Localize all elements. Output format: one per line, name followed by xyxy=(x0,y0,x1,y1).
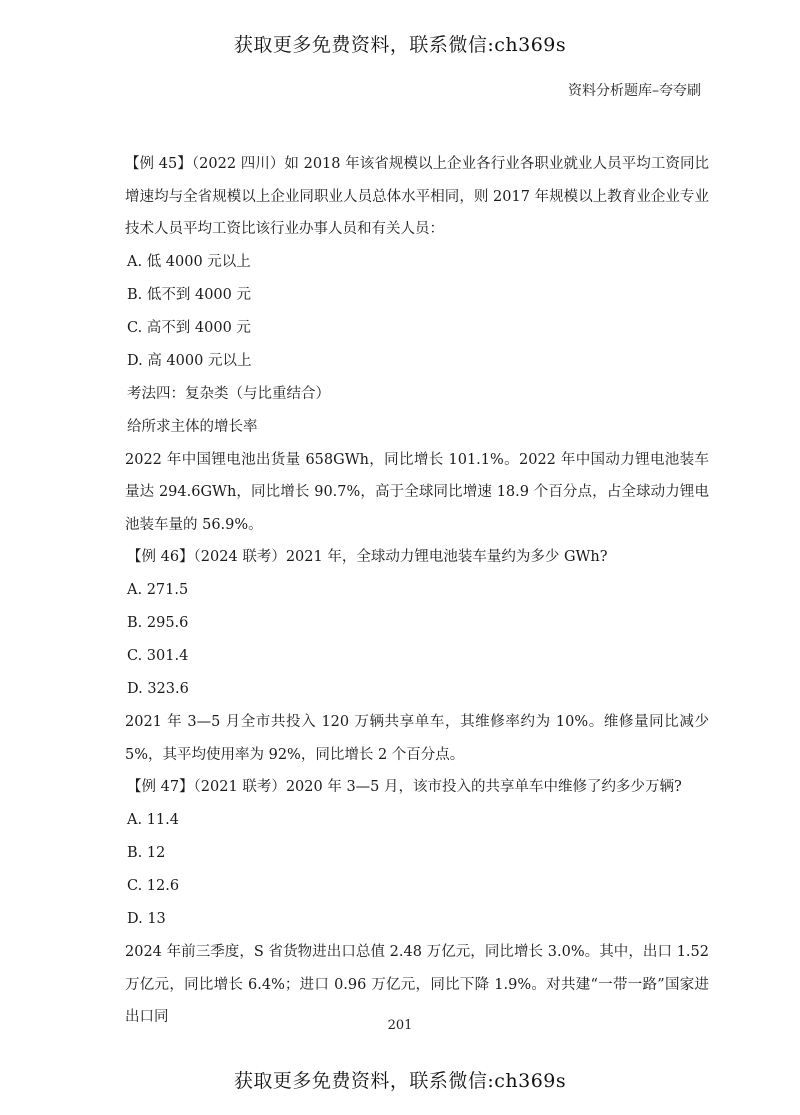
method-subheading: 给所求主体的增长率 xyxy=(127,418,258,435)
example-45-option-b: B. 低不到 4000 元 xyxy=(127,286,251,303)
example-46-option-c: C. 301.4 xyxy=(127,648,189,664)
example-47-option-b: B. 12 xyxy=(127,845,166,861)
material-battery: 2022 年中国锂电池出货量 658GWh，同比增长 101.1%。2022 年中国动力锂电池装车量达 294.6GWh，同比增长 90.7%，高于全球同比增速 18.9 个百分点，占全球动力锂电池装车量的 56.9%。 xyxy=(125,451,709,533)
example-45-option-a: A. 低 4000 元以上 xyxy=(127,253,251,270)
example-47-option-d: D. 13 xyxy=(127,911,166,927)
example-45-question: 【例 45】（2022 四川）如 2018 年该省规模以上企业各行业各职业就业人员平均工资同比增速均与全省规模以上企业同职业人员总体水平相同，则 2017 年规模以上教育业企业专业技术人员平均工资比该行业办事人员和有关人员： xyxy=(125,156,709,237)
material-trade: 2024 年前三季度，S 省货物进出口总值 2.48 万亿元，同比增长 3.0%。其中，出口 1.52 万亿元，同比增长 6.4%；进口 0.96 万亿元，同比下降 1.9%。对共建“一带一路”国家进出口同 xyxy=(125,944,709,1025)
top-banner: 获取更多免费资料，联系微信:ch369s xyxy=(233,34,567,56)
page-content xyxy=(127,148,707,1034)
example-45-option-c: C. 高不到 4000 元 xyxy=(127,319,251,336)
example-46-option-d: D. 323.6 xyxy=(127,681,189,697)
example-47-question: 【例 47】（2021 联考）2020 年 3—5 月，该市投入的共享单车中维修了约多少万辆? xyxy=(127,779,682,795)
running-head: 资料分析题库–夸夸刷 xyxy=(568,83,701,99)
material-bikes: 2021 年 3—5 月全市共投入 120 万辆共享单车，其维修率约为 10%。维修量同比减少 5%，其平均使用率为 92%，同比增长 2 个百分点。 xyxy=(125,714,709,763)
example-45-option-d: D. 高 4000 元以上 xyxy=(127,352,252,369)
page-number: 201 xyxy=(387,1018,413,1033)
example-47-option-a: A. 11.4 xyxy=(127,812,179,828)
example-46-option-a: A. 271.5 xyxy=(127,582,189,598)
example-46-option-b: B. 295.6 xyxy=(127,615,189,631)
example-47-option-c: C. 12.6 xyxy=(127,878,180,894)
example-46-question: 【例 46】（2024 联考）2021 年，全球动力锂电池装车量约为多少 GWh? xyxy=(127,549,608,565)
bottom-banner: 获取更多免费资料，联系微信:ch369s xyxy=(233,1070,567,1092)
method-heading: 考法四：复杂类（与比重结合） xyxy=(127,385,330,402)
